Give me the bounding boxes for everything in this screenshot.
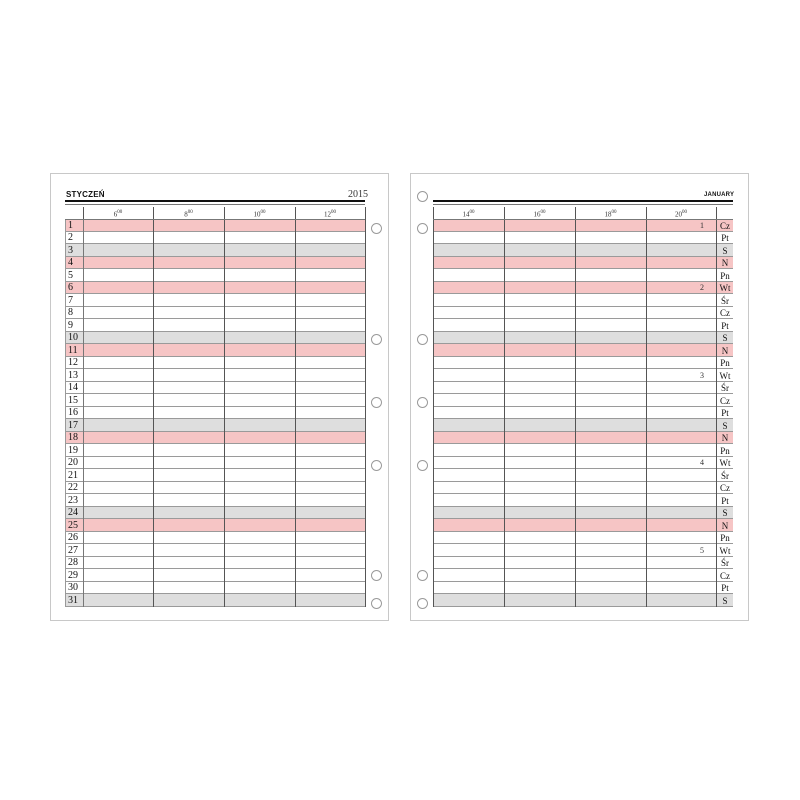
day-number: 17 <box>68 419 78 431</box>
minute-value: 00 <box>260 210 266 215</box>
day-row[interactable] <box>65 419 365 432</box>
day-row[interactable] <box>433 482 733 495</box>
left-edge <box>65 219 66 607</box>
weekday-label: Pt <box>721 495 729 506</box>
column-divider <box>224 219 225 607</box>
day-number: 26 <box>68 532 78 543</box>
left-header-rule-thin <box>65 204 365 205</box>
weekday-label: Pt <box>721 320 729 331</box>
column-divider <box>716 219 717 607</box>
header-divider <box>575 207 576 219</box>
punch-hole-icon <box>371 397 382 408</box>
column-divider <box>504 219 505 607</box>
day-row[interactable] <box>65 307 365 320</box>
day-row[interactable] <box>433 457 733 470</box>
day-number: 7 <box>68 294 73 306</box>
day-number: 30 <box>68 582 78 593</box>
year-label: 2015 <box>348 189 368 200</box>
day-row[interactable] <box>433 407 733 420</box>
day-row[interactable] <box>65 582 365 595</box>
top-row-rule <box>65 219 365 220</box>
weekday-label: N <box>721 345 729 356</box>
day-number: 3 <box>68 244 73 256</box>
day-row[interactable] <box>65 469 365 482</box>
day-row[interactable] <box>65 294 365 307</box>
day-row[interactable] <box>433 519 733 532</box>
day-number: 10 <box>68 332 78 343</box>
punch-hole-icon <box>417 397 428 408</box>
column-divider <box>433 219 434 607</box>
punch-hole-icon <box>371 223 382 234</box>
column-divider <box>295 219 296 607</box>
day-number: 21 <box>68 469 78 481</box>
header-divider <box>646 207 647 219</box>
minute-value: 00 <box>187 210 193 215</box>
top-row-rule <box>433 219 733 220</box>
weekday-label: Cz <box>720 570 730 581</box>
header-divider <box>716 207 717 219</box>
day-row[interactable] <box>433 332 733 345</box>
column-divider <box>83 219 84 607</box>
day-number: 14 <box>68 382 78 393</box>
weekday-label: Cz <box>720 308 730 318</box>
punch-hole-icon <box>417 460 428 471</box>
day-row[interactable] <box>65 357 365 370</box>
day-row[interactable] <box>65 332 365 345</box>
weekday-label: Śr <box>720 383 729 393</box>
header-divider <box>83 207 84 219</box>
weekday-label: Wt <box>719 545 731 556</box>
column-divider <box>575 219 576 607</box>
weekday-label: S <box>722 420 728 431</box>
day-row[interactable] <box>65 457 365 470</box>
weekday-label: Pn <box>720 270 730 281</box>
column-divider <box>365 219 366 607</box>
day-row[interactable] <box>65 544 365 557</box>
weekday-label: Pn <box>720 358 730 368</box>
day-row[interactable] <box>433 494 733 507</box>
day-row[interactable] <box>433 432 733 445</box>
hour-header <box>433 208 504 218</box>
weekday-label: N <box>721 520 729 531</box>
hour-value: 20 <box>675 210 682 219</box>
weekday-label: Śr <box>720 558 729 568</box>
hour-header <box>575 208 646 218</box>
day-row[interactable] <box>65 494 365 507</box>
day-row[interactable] <box>65 244 365 257</box>
column-divider <box>153 219 154 607</box>
day-row[interactable] <box>433 219 733 232</box>
minute-value: 00 <box>682 210 687 215</box>
day-row[interactable] <box>433 282 733 295</box>
day-number: 11 <box>68 344 78 356</box>
day-row[interactable] <box>65 444 365 457</box>
day-number: 18 <box>68 432 78 443</box>
weekday-label: Wt <box>719 458 731 468</box>
hour-header <box>295 208 365 218</box>
weekday-label: Pn <box>720 445 730 456</box>
day-row[interactable] <box>65 257 365 270</box>
day-number: 16 <box>68 407 78 418</box>
right-header-rule <box>433 200 733 202</box>
day-row[interactable] <box>65 219 365 232</box>
weekday-label: N <box>721 258 729 268</box>
day-row[interactable] <box>65 482 365 495</box>
day-number: 31 <box>68 594 78 606</box>
day-number: 22 <box>68 482 78 493</box>
day-row[interactable] <box>433 507 733 520</box>
hour-value: 8 <box>184 210 188 219</box>
column-divider <box>646 219 647 607</box>
minute-value: 00 <box>540 210 546 215</box>
hour-value: 18 <box>604 210 612 219</box>
header-divider <box>504 207 505 219</box>
day-row[interactable] <box>433 544 733 557</box>
day-row[interactable] <box>433 232 733 245</box>
day-row[interactable] <box>433 582 733 595</box>
header-divider <box>365 207 366 219</box>
hour-value: 14 <box>462 210 470 219</box>
hour-value: 6 <box>113 210 118 219</box>
day-number: 9 <box>68 319 73 331</box>
header-divider <box>224 207 225 219</box>
month-title-polish: STYCZEŃ <box>66 190 105 199</box>
day-row[interactable] <box>433 419 733 432</box>
day-row[interactable] <box>433 244 733 257</box>
day-row[interactable] <box>433 444 733 457</box>
punch-hole-icon <box>371 334 382 345</box>
weekday-label: N <box>721 433 729 443</box>
weekday-label: S <box>722 333 728 343</box>
day-row[interactable] <box>433 294 733 307</box>
day-row[interactable] <box>433 382 733 395</box>
day-row[interactable] <box>65 344 365 357</box>
day-number: 27 <box>68 544 78 556</box>
weekday-label: S <box>722 508 728 518</box>
day-row[interactable] <box>433 557 733 570</box>
weekday-label: Cz <box>720 483 730 493</box>
day-row[interactable] <box>433 594 733 607</box>
day-number: 4 <box>68 257 73 268</box>
month-title-english: JANUARY <box>704 192 735 198</box>
week-number: 1 <box>700 220 704 230</box>
day-row[interactable] <box>433 269 733 282</box>
hour-header <box>224 208 295 218</box>
day-number: 23 <box>68 494 78 506</box>
day-row[interactable] <box>433 257 733 270</box>
weekday-label: Cz <box>720 395 730 406</box>
punch-hole-icon <box>371 460 382 471</box>
day-row[interactable] <box>433 344 733 357</box>
weekday-label: Pt <box>721 233 729 243</box>
punch-hole-icon <box>417 334 428 345</box>
day-number: 19 <box>68 444 78 456</box>
day-row[interactable] <box>433 357 733 370</box>
day-row[interactable] <box>65 282 365 295</box>
day-row[interactable] <box>65 519 365 532</box>
day-number: 12 <box>68 357 78 368</box>
week-number: 4 <box>700 458 704 467</box>
day-row[interactable] <box>433 569 733 582</box>
punch-hole-icon <box>417 598 428 609</box>
hour-value: 10 <box>253 210 261 219</box>
left-header-rule <box>65 200 365 202</box>
day-number: 6 <box>68 282 73 293</box>
day-number: 1 <box>68 219 73 231</box>
day-number: 13 <box>68 369 78 381</box>
day-row[interactable] <box>65 569 365 582</box>
day-row[interactable] <box>433 319 733 332</box>
day-row[interactable] <box>433 369 733 382</box>
day-row[interactable] <box>65 394 365 407</box>
day-row[interactable] <box>65 319 365 332</box>
week-number: 3 <box>700 370 704 380</box>
day-row[interactable] <box>433 307 733 320</box>
day-number: 28 <box>68 557 78 568</box>
hour-header <box>153 208 224 218</box>
day-number: 25 <box>68 519 78 531</box>
day-row[interactable] <box>433 532 733 545</box>
day-row[interactable] <box>433 394 733 407</box>
right-header-rule-thin <box>433 204 733 205</box>
header-divider <box>295 207 296 219</box>
day-row[interactable] <box>65 269 365 282</box>
weekday-label: Wt <box>719 370 731 381</box>
punch-hole-icon <box>417 570 428 581</box>
weekday-label: Pn <box>720 533 730 543</box>
day-row[interactable] <box>65 407 365 420</box>
hour-value: 16 <box>533 210 541 219</box>
punch-hole-icon <box>417 223 428 234</box>
week-number: 2 <box>700 283 704 292</box>
day-row[interactable] <box>65 532 365 545</box>
punch-hole-icon <box>371 598 382 609</box>
punch-hole-icon <box>417 191 428 202</box>
weekday-label: Wt <box>719 283 731 293</box>
day-number: 8 <box>68 307 73 318</box>
weekday-label: S <box>722 245 728 256</box>
minute-value: 00 <box>331 210 336 215</box>
day-number: 29 <box>68 569 78 581</box>
minute-value: 00 <box>611 210 617 215</box>
day-number: 24 <box>68 507 78 518</box>
header-divider <box>153 207 154 219</box>
day-row[interactable] <box>65 432 365 445</box>
hour-header <box>646 208 716 218</box>
hour-value: 12 <box>324 210 331 219</box>
day-row[interactable] <box>65 232 365 245</box>
weekday-label: Pt <box>721 583 729 593</box>
day-number: 20 <box>68 457 78 468</box>
weekday-label: Śr <box>720 295 729 306</box>
weekday-label: S <box>722 595 728 606</box>
weekday-label: Pt <box>721 408 729 418</box>
weekday-label: Śr <box>720 470 729 481</box>
punch-hole-icon <box>371 570 382 581</box>
minute-value: 00 <box>469 210 475 215</box>
minute-value: 00 <box>117 210 123 215</box>
day-number: 15 <box>68 394 78 406</box>
day-row[interactable] <box>433 469 733 482</box>
weekday-label: Cz <box>720 220 730 231</box>
day-row[interactable] <box>65 557 365 570</box>
day-row[interactable] <box>65 369 365 382</box>
day-row[interactable] <box>65 507 365 520</box>
week-number: 5 <box>700 545 704 555</box>
day-number: 5 <box>68 269 73 281</box>
header-divider <box>433 207 434 219</box>
hour-header <box>83 208 153 218</box>
day-number: 2 <box>68 232 73 243</box>
day-row[interactable] <box>65 382 365 395</box>
day-row[interactable] <box>65 594 365 607</box>
hour-header <box>504 208 575 218</box>
